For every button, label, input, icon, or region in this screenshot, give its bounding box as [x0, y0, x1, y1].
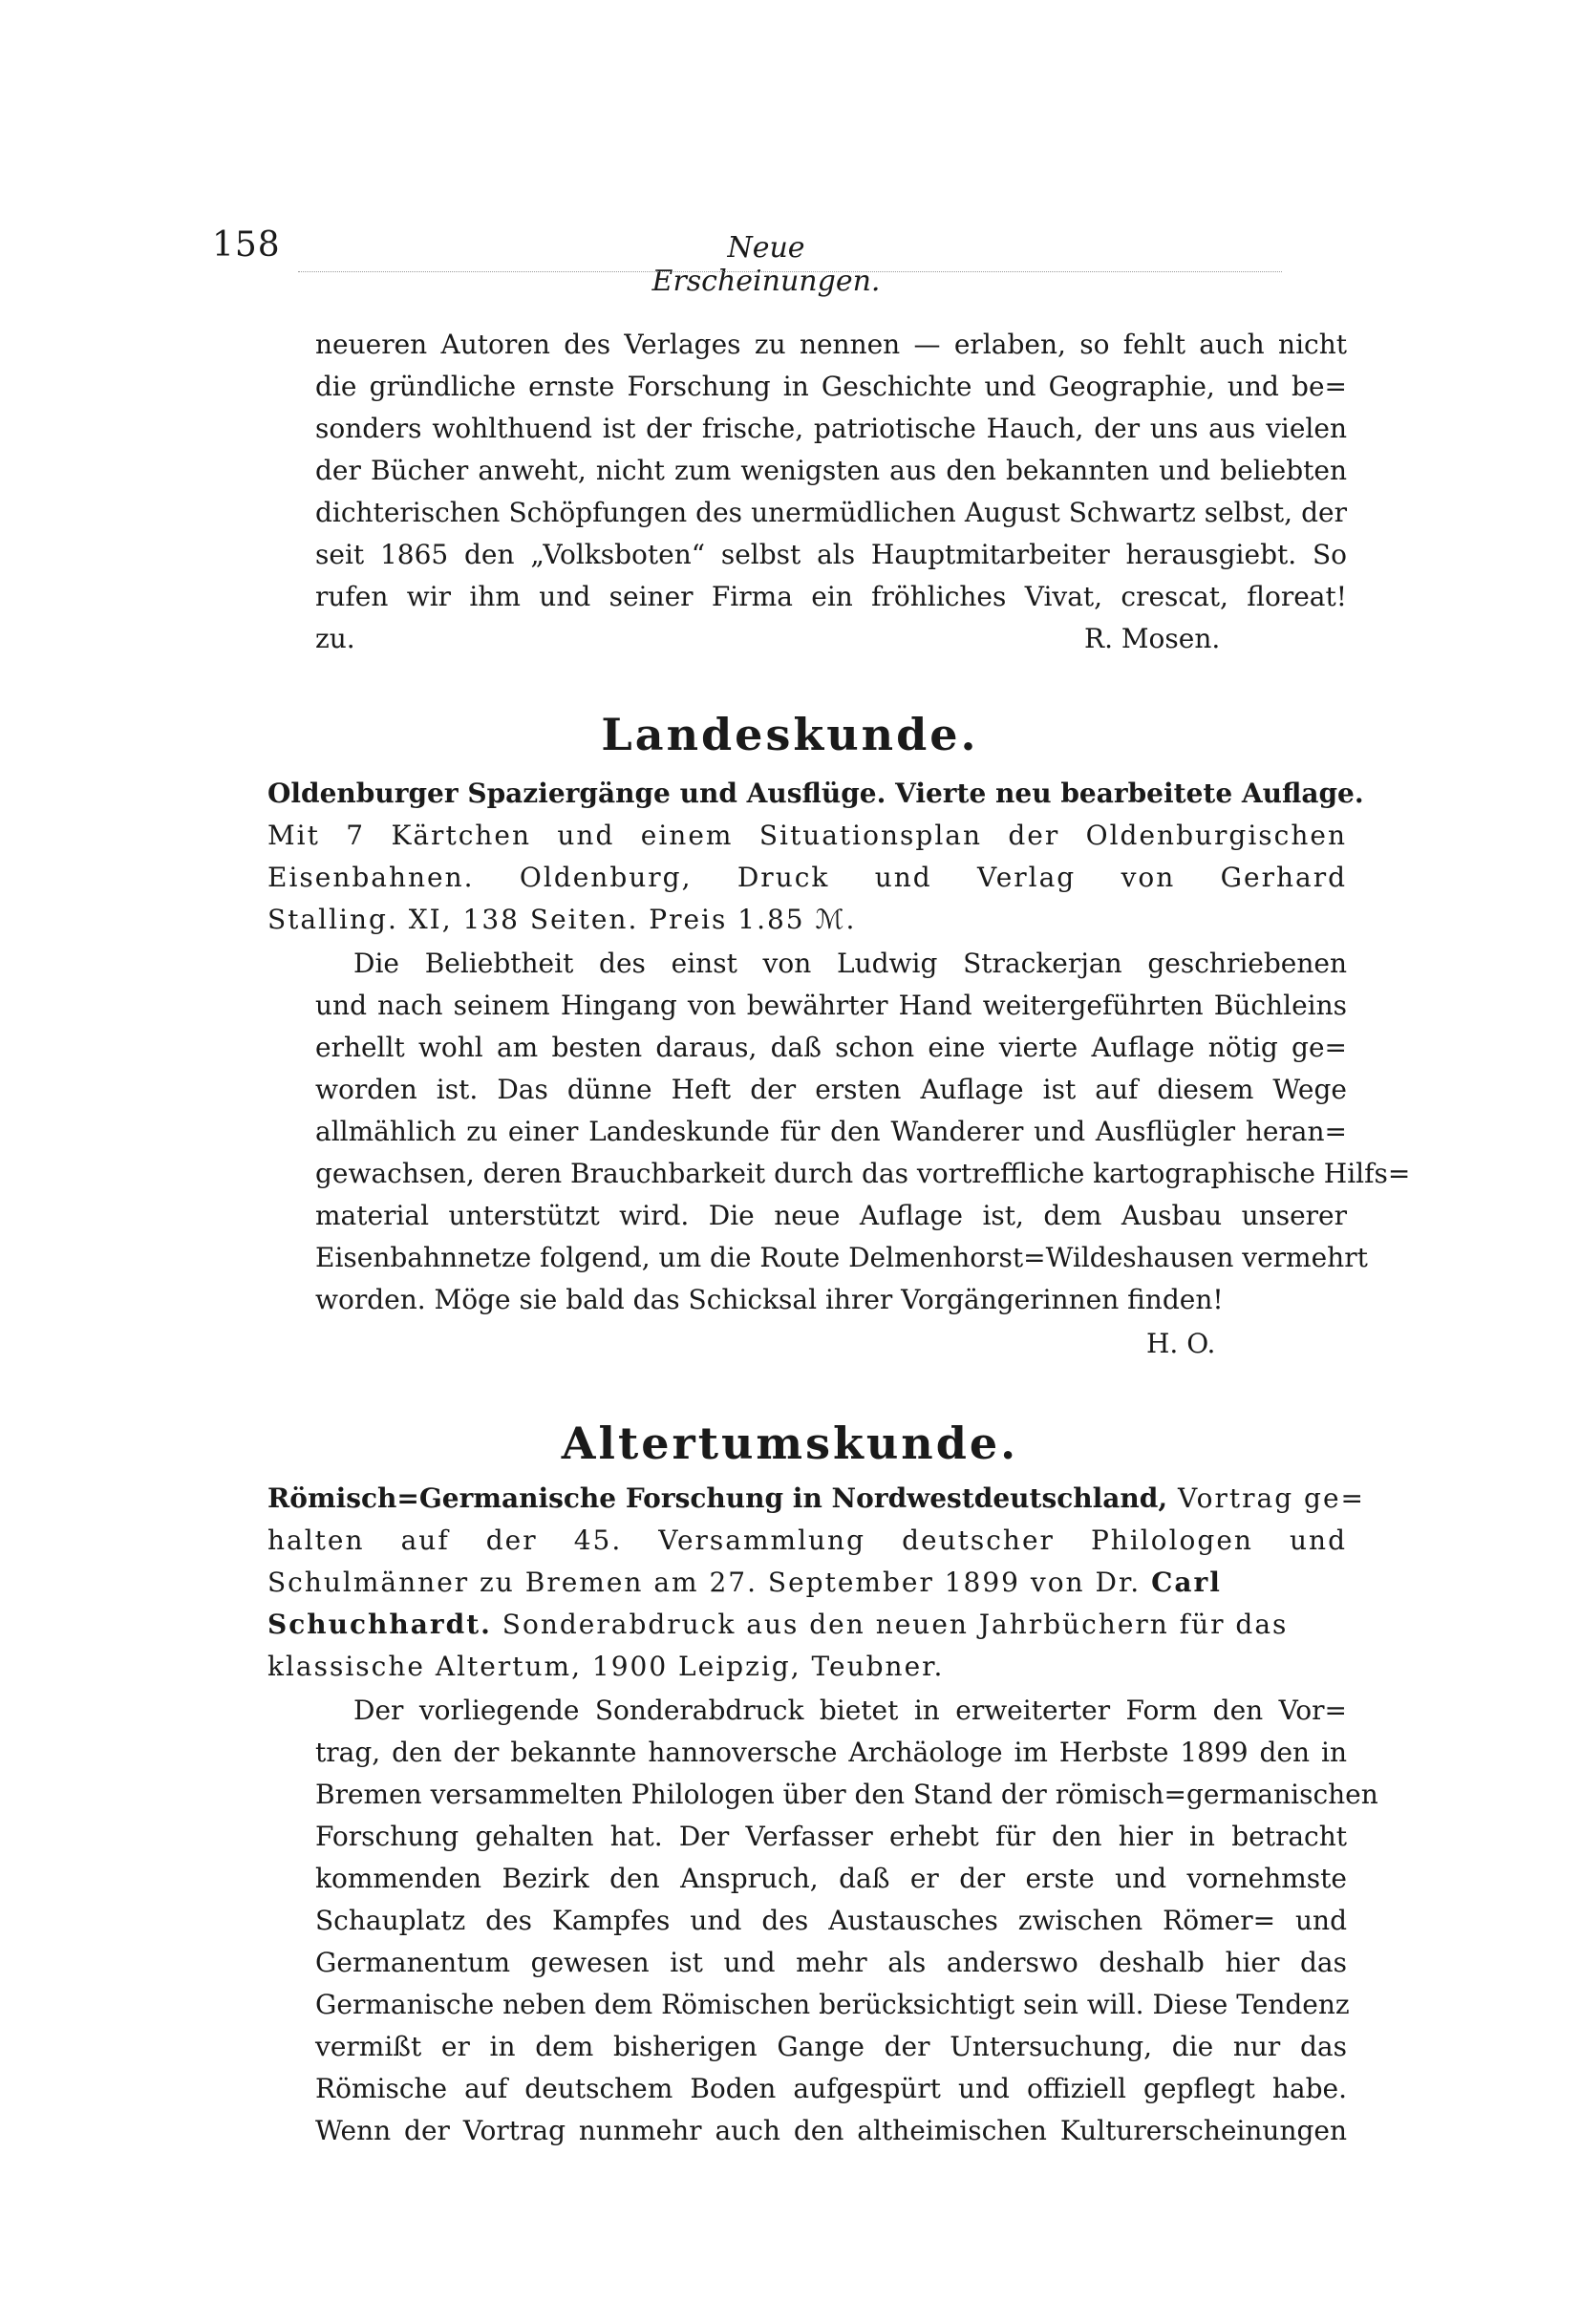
- book-meta-text: Schulmänner zu Bremen am 27. September 1899 von Dr.: [267, 1567, 1142, 1598]
- book-meta-line: Stalling. XI, 138 Seiten. Preis 1.85 ℳ.: [267, 904, 857, 935]
- body-line: Schauplatz des Kampfes und des Austausches zwischen Römer= und: [315, 1905, 1347, 1936]
- body-line: rufen wir ihm und seiner Firma ein fröhliches Vivat, crescat, floreat!: [315, 581, 1347, 612]
- book-title: Römisch=Germanische Forschung in Nordwestdeutschland,: [267, 1482, 1168, 1514]
- book-meta-line: halten auf der 45. Versammlung deutscher Philologen und: [267, 1524, 1347, 1556]
- body-line: worden ist. Das dünne Heft der ersten Auflage ist auf diesem Wege: [315, 1074, 1347, 1105]
- book-meta-text: Sonderabdruck aus den neuen Jahrbüchern für das: [491, 1609, 1289, 1640]
- book-title: Oldenburger Spaziergänge und Ausflüge. Vierte neu bearbeitete Auflage.: [267, 778, 1364, 809]
- body-line: gewachsen, deren Brauchbarkeit durch das vortreffliche kartographische Hilfs=: [315, 1158, 1411, 1189]
- book-title-rest: Vortrag ge=: [1167, 1482, 1365, 1514]
- book-meta-line: Eisenbahnen. Oldenburg, Druck und Verlag von Gerhard: [267, 862, 1347, 893]
- body-line: Eisenbahnnetze folgend, um die Route Delmenhorst=Wildeshausen vermehrt: [315, 1242, 1368, 1273]
- section-heading-landeskunde: Landeskunde.: [601, 709, 979, 760]
- author-last-name: Schuchhardt.: [267, 1609, 492, 1640]
- body-line: Römische auf deutschem Boden aufgespürt und offiziell gepflegt habe.: [315, 2073, 1347, 2104]
- body-line: Bremen versammelten Philologen über den Stand der römisch=germanischen: [315, 1779, 1378, 1810]
- body-line: vermißt er in dem bisherigen Gange der Untersuchung, die nur das: [315, 2031, 1347, 2062]
- running-title: Neue Erscheinungen.: [651, 231, 881, 298]
- page-number: 158: [212, 225, 281, 265]
- body-line: Germanentum gewesen ist und mehr als anderswo deshalb hier das: [315, 1947, 1347, 1978]
- body-line: der Bücher anweht, nicht zum wenigsten aus den bekannten und beliebten: [315, 455, 1347, 486]
- book-meta-line: Mit 7 Kärtchen und einem Situationsplan der Oldenburgischen: [267, 820, 1347, 851]
- body-line: dichterischen Schöpfungen des unermüdlichen August Schwartz selbst, der: [315, 497, 1347, 528]
- body-line: neueren Autoren des Verlages zu nennen — erlaben, so fehlt auch nicht: [315, 329, 1347, 360]
- header-rule: [298, 271, 1282, 272]
- body-line: trag, den der bekannte hannoversche Archäologe im Herbste 1899 den in: [315, 1737, 1347, 1768]
- body-line: Germanische neben dem Römischen berücksichtigt sein will. Diese Tendenz: [315, 1989, 1350, 2020]
- body-line: die gründliche ernste Forschung in Geschichte und Geographie, und be=: [315, 371, 1347, 402]
- body-line: Forschung gehalten hat. Der Verfasser erhebt für den hier in betracht: [315, 1821, 1347, 1852]
- book-meta-line: klassische Altertum, 1900 Leipzig, Teubner.: [267, 1651, 945, 1682]
- page-header: [212, 225, 1282, 298]
- body-line: allmählich zu einer Landeskunde für den Wanderer und Ausflügler heran=: [315, 1116, 1347, 1147]
- book-title-line: [267, 1482, 1365, 1519]
- body-line: kommenden Bezirk den Anspruch, daß er der erste und vornehmste: [315, 1863, 1347, 1894]
- body-line: Wenn der Vortrag nunmehr auch den altheimischen Kulturerscheinungen: [315, 2115, 1347, 2146]
- body-line: und nach seinem Hingang von bewährter Hand weitergeführten Büchleins: [315, 990, 1347, 1021]
- body-line: Die Beliebtheit des einst von Ludwig Strackerjan geschriebenen: [353, 948, 1347, 979]
- body-line: sonders wohlthuend ist der frische, patriotische Hauch, der uns aus vielen: [315, 413, 1347, 444]
- body-line: seit 1865 den „Volksboten“ selbst als Hauptmitarbeiter herausgiebt. So: [315, 539, 1347, 570]
- book-meta-line: [267, 1609, 1288, 1645]
- signature: R. Mosen.: [1084, 623, 1221, 654]
- body-line: Der vorliegende Sonderabdruck bietet in erweiterter Form den Vor=: [353, 1695, 1347, 1726]
- section-heading-altertumskunde: Altertumskunde.: [561, 1418, 1019, 1469]
- body-line: erhellt wohl am besten daraus, daß schon eine vierte Auflage nötig ge=: [315, 1032, 1347, 1063]
- body-line: zu.: [315, 623, 355, 654]
- signature: H. O.: [1146, 1328, 1216, 1359]
- body-line: worden. Möge sie bald das Schicksal ihrer Vorgängerinnen finden!: [315, 1284, 1224, 1315]
- body-line: material unterstützt wird. Die neue Auflage ist, dem Ausbau unserer: [315, 1200, 1347, 1231]
- book-meta-line: [267, 1567, 1222, 1603]
- author-first-name: Carl: [1151, 1567, 1222, 1598]
